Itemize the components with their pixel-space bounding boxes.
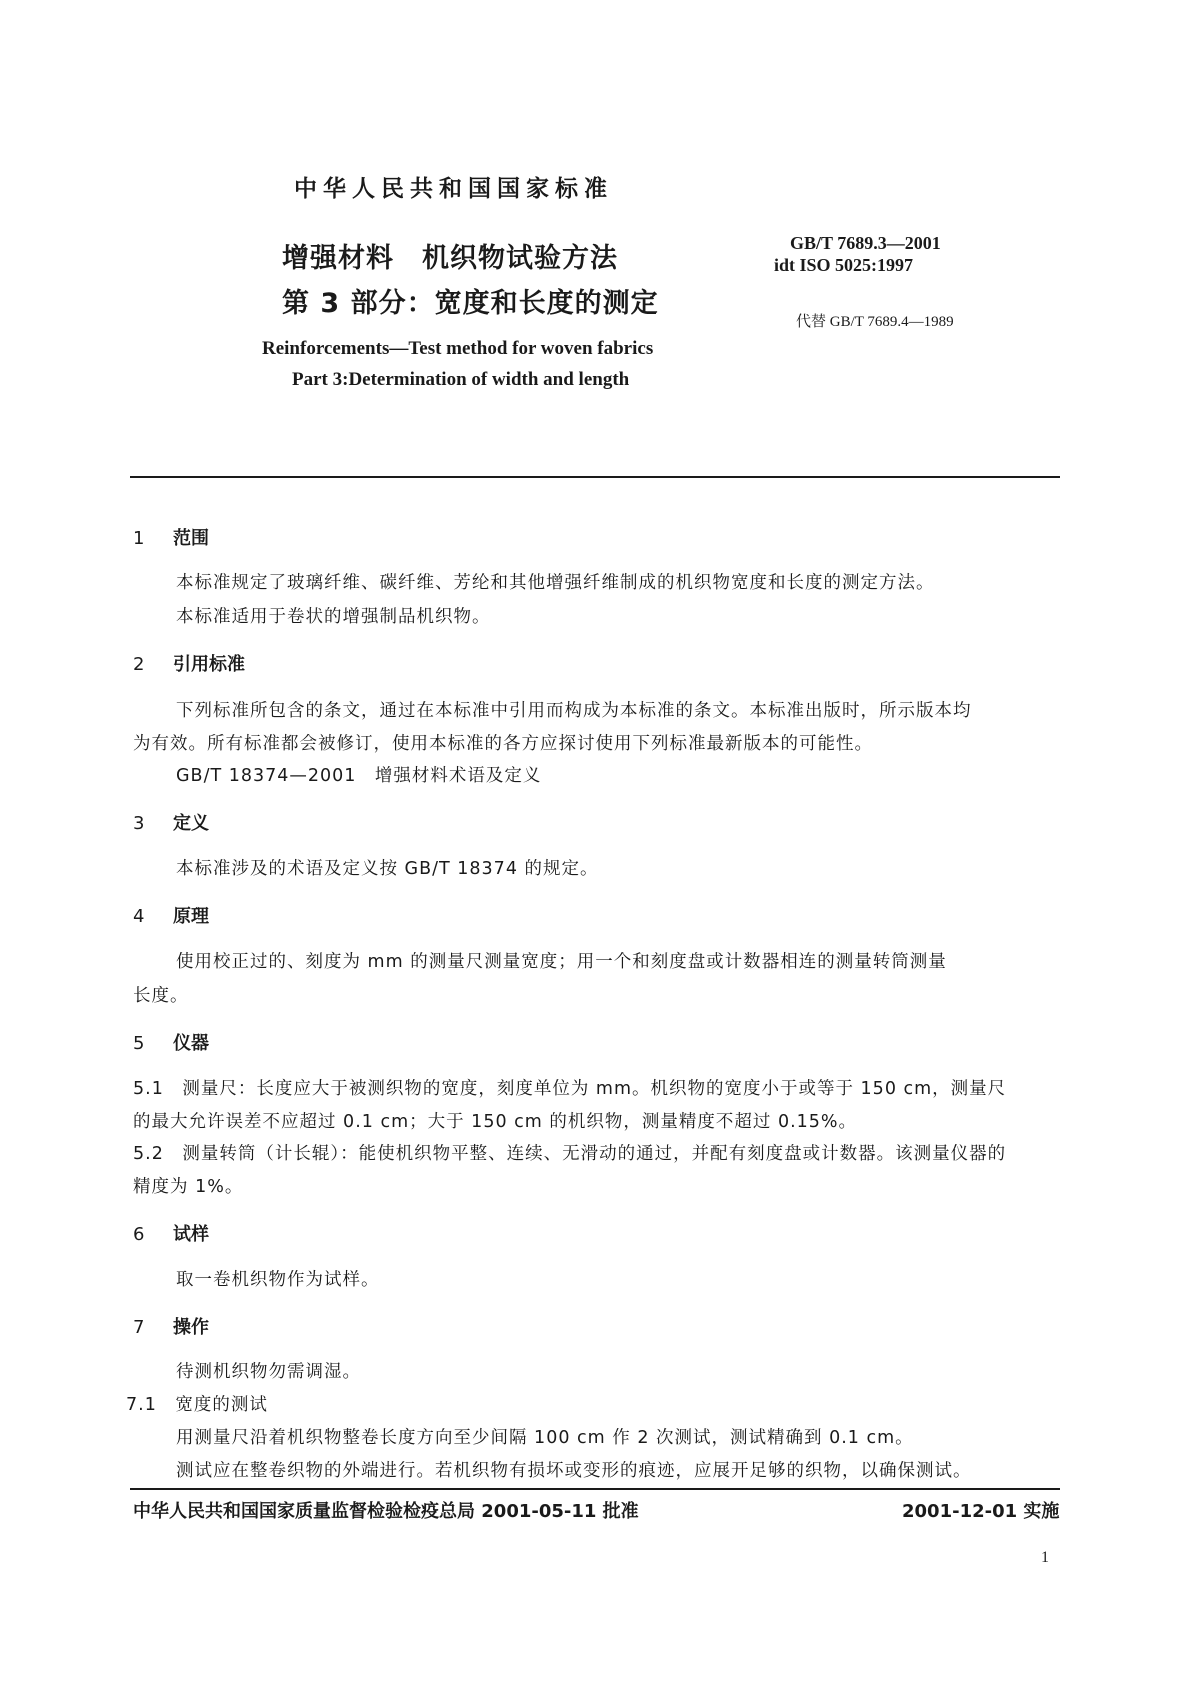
approval-date: 中华人民共和国国家质量监督检验检疫总局 2001-05-11 批准 [133, 1501, 639, 1522]
section-title: 引用标准 [173, 654, 245, 675]
paragraph: 本标准涉及的术语及定义按 GB/T 18374 的规定。 [176, 859, 599, 879]
paragraph: 取一卷机织物作为试样。 [176, 1270, 380, 1290]
section-title: 操作 [173, 1317, 209, 1338]
paragraph: 待测机织物勿需调湿。 [176, 1362, 361, 1382]
paragraph: 本标准适用于卷状的增强制品机织物。 [176, 607, 491, 627]
section-7-heading [133, 1313, 209, 1339]
section-title: 定义 [173, 813, 209, 834]
implementation-date: 2001-12-01 实施 [902, 1501, 1060, 1522]
section-number: 7 [133, 1317, 145, 1338]
section-5-heading [133, 1029, 209, 1055]
paragraph: 精度为 1%。 [133, 1177, 244, 1197]
footer-divider [130, 1488, 1060, 1490]
clause-7-1-heading: 7.1 宽度的测试 [126, 1395, 268, 1415]
section-2-heading [133, 650, 245, 676]
paragraph: 用测量尺沿着机织物整卷长度方向至少间隔 100 cm 作 2 次测试，测试精确到 0.1 cm。 [176, 1428, 914, 1448]
section-number: 1 [133, 528, 145, 549]
section-number: 6 [133, 1224, 145, 1245]
section-4-heading [133, 902, 209, 928]
paragraph: 为有效。所有标准都会被修订，使用本标准的各方应探讨使用下列标准最新版本的可能性。 [133, 734, 873, 754]
clause-5-2: 5.2 测量转筒（计长辊）：能使机织物平整、连续、无滑动的通过，并配有刻度盘或计数器。该测量仪器的 [133, 1144, 1007, 1164]
paragraph: 长度。 [133, 986, 189, 1006]
section-number: 3 [133, 813, 145, 834]
section-number: 2 [133, 654, 145, 675]
section-title: 仪器 [173, 1033, 209, 1054]
section-number: 4 [133, 906, 145, 927]
normative-reference: GB/T 18374—2001 增强材料术语及定义 [176, 766, 542, 786]
paragraph: 使用校正过的、刻度为 mm 的测量尺测量宽度；用一个和刻度盘或计数器相连的测量转筒测量 [176, 952, 947, 972]
replaces-standard: 代替 GB/T 7689.4—1989 [796, 314, 954, 330]
national-standard-heading: 中华人民共和国国家标准 [294, 176, 613, 202]
section-6-heading [133, 1220, 209, 1246]
section-title: 试样 [173, 1224, 209, 1245]
clause-5-1: 5.1 测量尺：长度应大于被测织物的宽度，刻度单位为 mm。机织物的宽度小于或等于 150 cm，测量尺 [133, 1079, 1007, 1099]
header-divider [130, 476, 1060, 478]
paragraph: 下列标准所包含的条文，通过在本标准中引用而构成为本标准的条文。本标准出版时，所示版本均 [176, 701, 972, 721]
iso-equivalent: idt ISO 5025:1997 [774, 255, 914, 275]
section-3-heading [133, 809, 209, 835]
standard-code: GB/T 7689.3—2001 [790, 233, 941, 253]
title-cn-line2: 第 3 部分：宽度和长度的测定 [282, 288, 659, 319]
section-1-heading [133, 524, 209, 550]
section-number: 5 [133, 1033, 145, 1054]
section-title: 原理 [173, 906, 209, 927]
paragraph: 测试应在整卷织物的外端进行。若机织物有损坏或变形的痕迹，应展开足够的织物，以确保测试。 [176, 1461, 972, 1481]
paragraph: 本标准规定了玻璃纤维、碳纤维、芳纶和其他增强纤维制成的机织物宽度和长度的测定方法。 [176, 573, 935, 593]
section-title: 范围 [173, 528, 209, 549]
paragraph: 的最大允许误差不应超过 0.1 cm；大于 150 cm 的机织物，测量精度不超过 0.15%。 [133, 1112, 858, 1132]
title-en-line1: Reinforcements—Test method for woven fabrics [262, 338, 654, 359]
page-number: 1 [1041, 1549, 1049, 1566]
title-cn-line1: 增强材料 机织物试验方法 [282, 243, 618, 274]
title-en-line2: Part 3:Determination of width and length [292, 369, 630, 390]
